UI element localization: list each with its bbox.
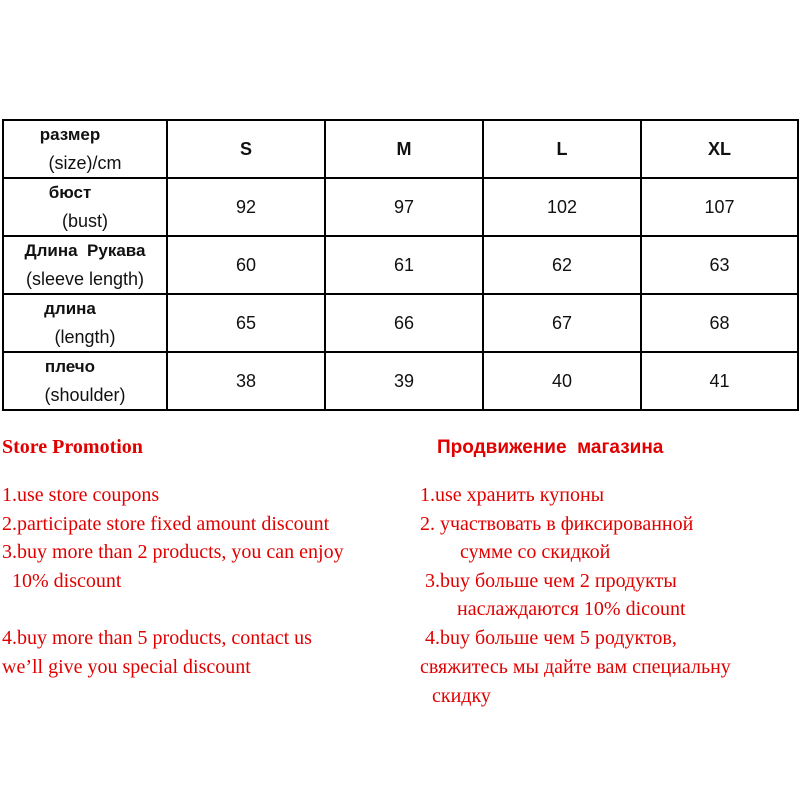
size-s-header: S — [167, 120, 325, 178]
table-cell: 60 — [167, 236, 325, 294]
row-label-en: (sleeve length) — [25, 269, 145, 289]
table-cell: 67 — [483, 294, 641, 352]
size-header-cell — [3, 120, 167, 178]
row-label-length — [3, 294, 167, 352]
size-header-en: (size)/cm — [48, 153, 122, 173]
size-l-header: L — [483, 120, 641, 178]
table-row-length — [3, 294, 798, 352]
table-cell: 61 — [325, 236, 483, 294]
promo-line-ru: скидку — [432, 685, 491, 707]
table-cell: 65 — [167, 294, 325, 352]
promo-line-en: we’ll give you special discount — [2, 656, 251, 678]
promo-line-ru: наслаждаются 10% dicount — [457, 598, 686, 620]
promo-line-en: 2.participate store fixed amount discount — [2, 513, 330, 535]
promo-line-ru: 1.use хранить купоны — [420, 484, 605, 506]
size-header-ru: размер — [39, 125, 101, 144]
row-label-en: (shoulder) — [44, 385, 126, 405]
row-label-ru: плечо — [44, 357, 96, 376]
promo-line-ru: 4.buy больше чем 5 родуктов, — [425, 627, 677, 649]
promo-line-ru: свяжитесь мы дайте вам специальну — [420, 656, 731, 678]
promo-line-en: 1.use store coupons — [2, 484, 160, 506]
row-label-ru: Длина Рукава — [24, 241, 146, 260]
promo-line-ru: сумме со скидкой — [460, 541, 611, 563]
table-cell: 92 — [167, 178, 325, 236]
store-promotion-title-ru: Продвижение магазина — [437, 437, 664, 458]
size-m-header: M — [325, 120, 483, 178]
row-label-ru: бюст — [48, 183, 92, 202]
promo-line-en: 4.buy more than 5 products, contact us — [2, 627, 312, 649]
table-row-sleeve-length — [3, 236, 798, 294]
table-cell: 62 — [483, 236, 641, 294]
size-xl-header: XL — [641, 120, 798, 178]
table-row-bust — [3, 178, 798, 236]
header-row — [3, 120, 798, 178]
promo-line-ru: 3.buy больше чем 2 продукты — [425, 570, 677, 592]
row-label-sleeve-length — [3, 236, 167, 294]
row-label-bust — [3, 178, 167, 236]
table-cell: 107 — [641, 178, 798, 236]
table-cell: 68 — [641, 294, 798, 352]
table-cell: 41 — [641, 352, 798, 410]
table-cell: 40 — [483, 352, 641, 410]
promo-line-en: 3.buy more than 2 products, you can enjoy — [2, 541, 344, 563]
row-label-en: (bust) — [61, 211, 108, 231]
promo-line-en: 10% discount — [2, 570, 122, 592]
table-cell: 38 — [167, 352, 325, 410]
row-label-shoulder — [3, 352, 167, 410]
promo-line-ru: 2. участвовать в фиксированной — [420, 513, 694, 535]
table-cell: 97 — [325, 178, 483, 236]
store-promotion-title-en: Store Promotion — [2, 436, 143, 458]
size-chart-table — [2, 119, 799, 411]
row-label-ru: длина — [44, 299, 96, 318]
row-label-en: (length) — [54, 327, 116, 347]
table-cell: 102 — [483, 178, 641, 236]
table-cell: 39 — [325, 352, 483, 410]
table-cell: 66 — [325, 294, 483, 352]
table-cell: 63 — [641, 236, 798, 294]
table-row-shoulder — [3, 352, 798, 410]
